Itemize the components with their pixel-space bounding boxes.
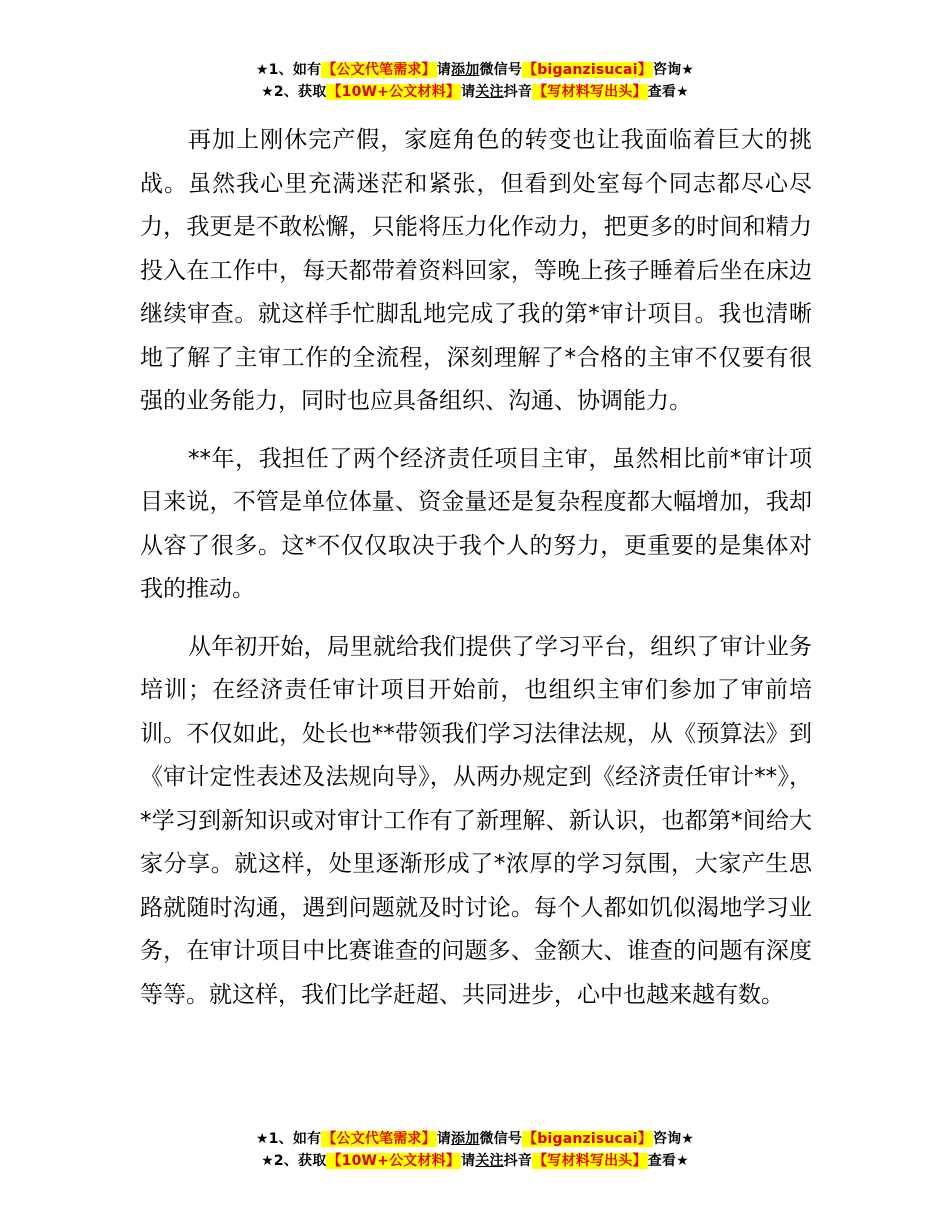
banner-highlight: 【biganzisucai】 [523,1131,652,1147]
banner-text: 请 [436,1131,452,1147]
banner-highlight: 【公文代笔需求】 [322,62,436,78]
banner-text: ★2、获取 [261,84,327,100]
banner-text: ★1、如有 [255,1131,322,1147]
banner-text: 查看★ [647,84,689,100]
banner-line-2 [0,81,950,103]
banner-text: 请 [436,62,452,78]
banner-underline: 关注 [475,1153,504,1169]
banner-text: 抖音 [503,84,533,100]
banner-text: 请 [461,84,476,100]
banner-text: 微信号 [479,62,523,78]
banner-highlight: 【10W+公文材料】 [327,1153,461,1169]
banner-underline: 添加 [451,1131,480,1147]
banner-text: 请 [461,1153,476,1169]
banner-highlight: 【写材料写出头】 [533,1153,647,1169]
banner-text: 微信号 [479,1131,523,1147]
paragraph-3: 从年初开始，局里就给我们提供了学习平台，组织了审计业务培训；在经济责任审计项目开始前，也组织主审们参加了审前培训。不仅如此，处长也**带领我们学习法律法规，从《预算法》到《审计定性表述及法规向导》，从两办规定到《经济责任审计**》，*学习到新知识或对审计工作有了新理解、新认识，也都第*间给大家分享。就这样，处里逐渐形成了*浓厚的学习氛围，大家产生思路就随时沟通，遇到问题就及时讨论。每个人都如饥似渴地学习业务，在审计项目中比赛谁查的问题多、金额大、谁查的问题有深度等等。就这样，我们比学赶超、共同进步，心中也越来越有数。 [140,633,812,1008]
banner-highlight: 【写材料写出头】 [533,84,647,100]
banner-underline: 添加 [451,62,480,78]
banner-text: ★1、如有 [255,62,322,78]
banner-highlight: 【公文代笔需求】 [322,1131,436,1147]
banner-underline: 关注 [475,84,504,100]
footer-banner [0,1128,950,1172]
banner-line-2 [0,1150,950,1172]
banner-text: 查看★ [647,1153,689,1169]
banner-line-1 [0,1128,950,1150]
banner-text: 咨询★ [652,62,695,78]
document-body [140,119,812,1031]
banner-line-1 [0,59,950,81]
header-banner [0,59,950,103]
banner-text: ★2、获取 [261,1153,327,1169]
banner-text: 咨询★ [652,1131,695,1147]
banner-highlight: 【biganzisucai】 [523,62,652,78]
paragraph-1: 再加上刚休完产假，家庭角色的转变也让我面临着巨大的挑战。虽然我心里充满迷茫和紧张，但看到处室每个同志都尽心尽力，我更是不敢松懈，只能将压力化作动力，把更多的时间和精力投入在工作中，每天都带着资料回家，等晚上孩子睡着后坐在床边继续审查。就这样手忙脚乱地完成了我的第*审计项目。我也清晰地了解了主审工作的全流程，深刻理解了*合格的主审不仅要有很强的业务能力，同时也应具备组织、沟通、协调能力。 [140,127,812,414]
paragraph-2: **年，我担任了两个经济责任项目主审，虽然相比前*审计项目来说，不管是单位体量、资金量还是复杂程度都大幅增加，我却从容了很多。这*不仅仅取决于我个人的努力，更重要的是集体对我的推动。 [140,445,812,602]
banner-text: 抖音 [503,1153,533,1169]
banner-highlight: 【10W+公文材料】 [327,84,461,100]
